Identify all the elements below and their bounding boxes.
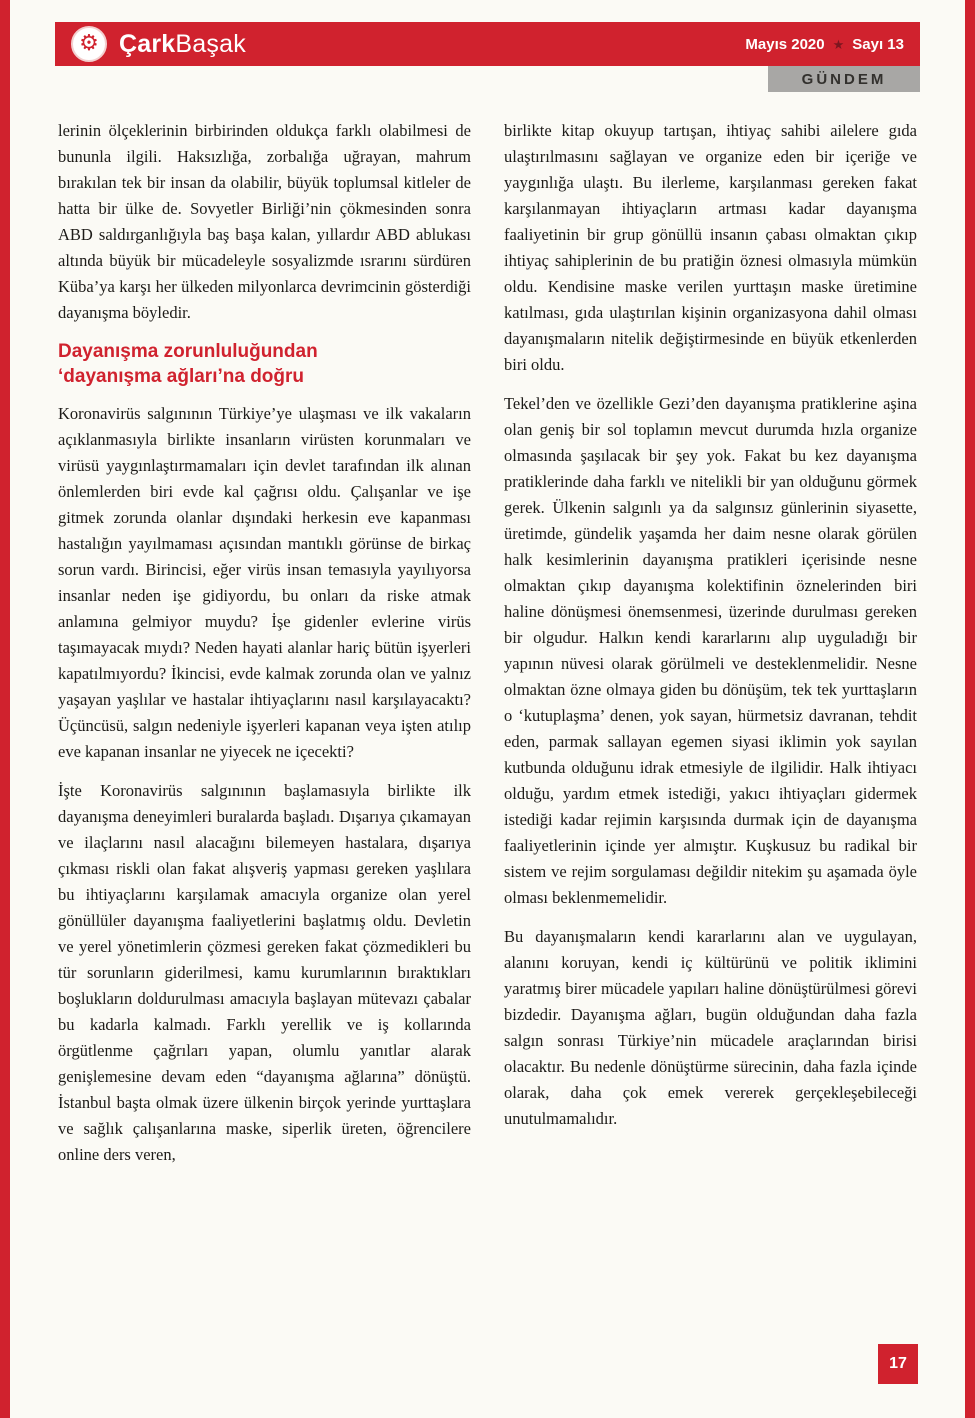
paragraph: lerinin ölçeklerinin birbirinden oldukça farklı olabilmesi de bununla ilgili. Haksızlığa, zorbalığa uğrayan, mahrum bırakılan tek bir insan da olabilir, büyük toplumsal kitleler de hatta bir ülke de. Sovyetler Birliği’nin çökmesinden sonra ABD saldırganlığıyla baş başa kalan, yıllardır ABD ablukası altında büyük bir mücadeleyle sosyalizmde ısrarını sürdüren Küba’ya karşı her ülkeden milyonlarca devrimcinin gösterdiği dayanışma böyledir. xyxy=(58,121,471,322)
right-edge-strip xyxy=(965,0,975,1418)
section-heading-line-2: ‘dayanışma ağları’na doğru xyxy=(58,366,305,387)
paragraph: Bu dayanışmaların kendi kararlarını alan ve uygulayan, alanını koruyan, kendi iç kültürünü ve politik iklimini yaratmış birer mücadele yapıları haline dönüştürülmesi görevi bizdedir. Dayanışma ağları, bugün olduğundan daha fazla salgın sonrası Türkiye’nin mücadele araçlarından birisi olacaktır. Bu nedenle dönüştürme sürecinin, daha fazla içinde olarak, daha çok emek vererek gerçekleşebileceği unutulmamalıdır. xyxy=(504,927,917,1128)
paragraph: birlikte kitap okuyup tartışan, ihtiyaç sahibi ailelere gıda ulaştırılmasını sağlayan ve organize eden bir içeriğe ve yaygınlığa ulaştı. Bu ilerleme, karşılanması gereken fakat karşılanmayan ihtiyaçların artması kadar dayanışma faaliyetinin bir grup gönüllü insanın çabası olmaktan çıkıp ihtiyaç sahiplerinin de bu pratiğin öznesi olmasıyla mümkün oldu. Kendisine maske verilen yurttaşın maske üretimine katılması, gıda ulaştırılan kişinin organizasyona dahil olması dayanışmaların nitelik değiştirmesinde en büyük etkenlerden biri oldu. xyxy=(504,121,917,374)
party-emblem-icon xyxy=(71,26,107,62)
left-column xyxy=(58,118,471,1181)
page-number: 17 xyxy=(878,1344,918,1384)
masthead xyxy=(55,22,920,66)
paragraph: Tekel’den ve özellikle Gezi’den dayanışma pratiklerine aşina olan geniş bir sol toplamın mevcut durumda hızla organize olmasında şaşılacak bir şey yok. Fakat bu kez dayanışma pratiklerinde daha farklı ve nitelikli bir yan olduğunu görmek gerek. Ülkenin salgınlı ya da salgınsız günlerinin siyasette, üretimde, gündelik yaşamda her daim nesne olarak görülen halk kesimlerinin dayanışma pratikleri içerisinde nesne olmaktan çıkıp dayanışma kolektifinin öznelerinden biri haline dönüşmesi önemsenmesi, üzerinde durulması gereken bir olgudur. Halkın kendi kararlarını alıp uyguladığı bir yapının nüvesi olarak görülmeli ve desteklenmelidir. Nesne olmaktan özne olmaya giden bu dönüşüm, tek tek yurttaşların o ‘kutuplaşma’ denen, yok sayan, hürmetsiz davranan, tehdit eden, parmak sallayan egemen siyasi iklimin yok sayılan kutbunda olduğunu idrak etmesiyle de ilgilidir. Halk ihtiyacı olduğu, yardım etmek istediği, yakıcı ihtiyaçları gidermek istediği kadar rejimin karşısında durmak için de dayanışma faaliyetlerinin içinde yer almıştır. Kuşkusuz bu radikal bir sistem ve rejim sorgulaması değildir nitekim şu aşamada öyle olması beklenmemelidir. xyxy=(504,394,917,907)
left-edge-strip xyxy=(0,0,10,1418)
article-body xyxy=(58,118,918,1181)
section-heading xyxy=(58,339,471,389)
magazine-title-light: Başak xyxy=(175,29,246,58)
star-icon: ★ xyxy=(832,36,845,52)
issue-info xyxy=(745,36,904,53)
paragraph: İşte Koronavirüs salgınının başlamasıyla birlikte ilk dayanışma deneyimleri buralarda başladı. Dışarıya çıkamayan ve ilaçlarını nasıl alacağını bilemeyen hastalara, dışarıya çıkması riskli olan fakat alışveriş yapması gereken yaşlılara bu ihtiyaçlarını karşılamak amacıyla organize olan yerel gönüllüler dayanışma faaliyetlerini başlatmış oldu. Devletin ve yerel yönetimlerin çözmesi gereken fakat çözmedikleri bu tür sorunların giderilmesi, kamu kurumlarının bıraktıkları boşlukların doldurulması amacıyla başlayan mütevazı çabalar bu kadarla kalmadı. Farklı yerellik ve iş kollarında örgütlenme çağrıları yapan, olumlu yanıtlar alarak genişlemesine devam eden “dayanışma ağlarına” dönüştü. İstanbul başta olmak üzere ülkenin birçok yerinde yurttaşlara ve sağlık çalışanlarına maske, siperlik üreten, öğrencilere online ders veren, xyxy=(58,781,471,1164)
issue-number: Sayı 13 xyxy=(852,35,904,53)
section-heading-line-1: Dayanışma zorunluluğundan xyxy=(58,341,318,362)
magazine-title xyxy=(119,30,246,59)
right-column xyxy=(504,118,917,1181)
paragraph: Koronavirüs salgınının Türkiye’ye ulaşması ve ilk vakaların açıklanmasıyla birlikte insanların virüsten korunmaları ve virüsü yaygınlaştırmamaları için devlet tarafından ilk alınan önlemlerden biri evde kal çağrısı oldu. Çalışanlar ve işe gitmek zorunda olanlar dışındaki herkesin eve kapanması hastalığın yayılmaması açısından mantıklı görünse de birkaç sorun vardı. Birincisi, eğer virüs insan temasıyla yayılıyorsa insanlar neden işe gidiyordu, bu onları da riske atmak anlamına gelmiyor muydu? İşe gidenler evlerine virüs taşımayacak mıydı? Neden hayati alanlar hariç bütün işyerleri kapatılmıyordu? İkincisi, evde kalmak zorunda olan ve yalnız yaşayan yaşlılar ve hastalar ihtiyaçlarını nasıl karşılayacaktı? Üçüncüsü, salgın nedeniyle işyerleri kapanan veya işten atılıp eve kapanan insanlar ne yiyecek ne içecekti? xyxy=(58,404,471,761)
issue-date: Mayıs 2020 xyxy=(745,35,825,53)
section-tab-gundem: GÜNDEM xyxy=(768,66,920,92)
magazine-title-bold: Çark xyxy=(119,29,176,58)
gear-icon: ⚙ xyxy=(79,31,99,56)
